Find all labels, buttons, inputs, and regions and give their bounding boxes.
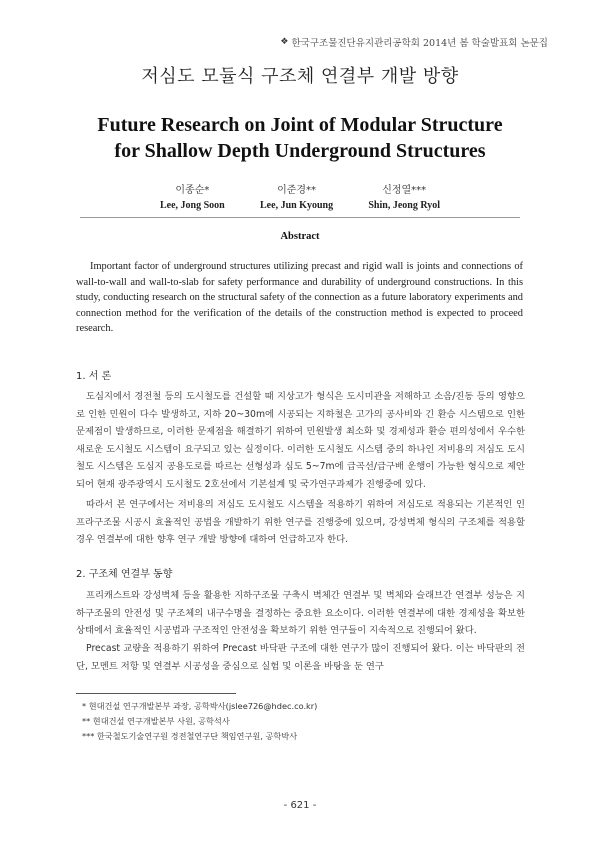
section-2-paragraph-1: 프리캐스트와 강성벽체 등을 활용한 지하구조물 구축시 벽체간 연결부 및 벽체와 슬래브간 연결부 성능은 지하구조물의 안전성 및 구조체의 내구수명을 결정하는 중요한 요소이다. 이러한 연결부에 대한 경제성을 확보한 상태에서 효율적인 시공법과 구조적인 안전성을 확보하기 위한 연구들이 지속적으로 진행되어 왔다. [76, 590, 525, 636]
footnote-3: *** 한국철도기술연구원 경전철연구단 책임연구원, 공학박사 [82, 731, 298, 741]
header-text: 한국구조물진단유지관리공학회 2014년 봄 학술발표회 논문집 [291, 38, 548, 49]
page-number: - 621 - [283, 800, 317, 811]
author-list [160, 181, 440, 211]
author-3-english-name: Shin, Jeong Ryol [368, 200, 440, 211]
author-1 [160, 181, 225, 211]
section-2-paragraph-2: Precast 교량을 적용하기 위하여 Precast 바닥판 구조에 대한 연구가 많이 진행되어 왔다. 이는 바닥판의 전단, 모멘트 저항 및 연결부 시공성을 중심으로 실험 및 이론을 바탕을 둔 연구 [76, 643, 525, 672]
author-3-korean-name: 신정열*** [382, 185, 427, 196]
title-divider [80, 217, 520, 218]
title-english [0, 112, 600, 164]
section-1-heading: 1. 서 론 [76, 371, 112, 382]
section-1-paragraph-2: 따라서 본 연구에서는 저비용의 저심도 도시철도 시스템을 적용하기 위하여 저심도로 적용되는 기본적인 인프라구조물 시공시 효율적인 공법을 개발하기 위한 연구를 진행중에 있으며, 강성벽체 형식의 구조체를 적용할 경우 연결부에 대한 향후 연구 개발 방향에 대하여 언급하고자 한다. [76, 499, 525, 545]
title-english-line-2: for Shallow Depth Underground Structures [114, 140, 486, 162]
footnote-2: ** 현대건설 연구개발본부 사원, 공학석사 [82, 716, 230, 726]
header-diamond-icon: ❖ [280, 37, 289, 47]
abstract-text: Important factor of underground structures utilizing precast and rigid wall is joints and connections of wall-to-wall and wall-to-slab for safety performance and durability of underground constructions. In this study, conducting research on the structural safety of the connection as a future laboratory experiments and connection method for the verification of the details of the construction method is expected to proceed research. [76, 261, 523, 334]
title-korean: 저심도 모듈식 구조체 연결부 개발 방향 [141, 66, 459, 87]
section-1-paragraph-1: 도심지에서 경전철 등의 도시철도를 건설할 때 지상고가 형식은 도시미관을 저해하고 소음/진동 등의 영향으로 인한 민원이 다수 발생하고, 지하 20~30m에 시공되는 지하철은 고가의 공사비와 긴 환승 시스템으로 인한 문제점이 발생하므로, 이러한 문제점을 해결하기 위하여 민원발생 최소화 및 경제성과 환승 편의성에서 우수한 새로운 도시철도 시스템이 요구되고 있는 실정이다. 이러한 도시철도 시스템 중의 하나인 저비용의 저심도 도시철도 시스템은 도심지 공용도로를 따르는 선형성과 심도 5~7m에 급곡선/급구배 운행이 가능한 형식으로 제안되어 현재 광주광역시 도시철도 2호선에서 기본설계 및 국가연구과제가 진행중에 있다. [76, 391, 525, 490]
title-english-line-1: Future Research on Joint of Modular Structure [97, 114, 503, 136]
author-3 [368, 181, 440, 211]
footnotes [82, 699, 317, 744]
author-2-korean-name: 이준경** [277, 185, 317, 196]
author-2 [260, 181, 333, 211]
footnote-1: * 현대건설 연구개발본부 과장, 공학박사(jslee726@hdec.co.kr) [82, 701, 318, 711]
section-2-heading: 2. 구조체 연결부 동향 [76, 569, 173, 580]
running-header [280, 35, 548, 49]
abstract-heading: Abstract [280, 231, 320, 242]
footnote-divider [76, 693, 236, 694]
author-1-english-name: Lee, Jong Soon [160, 200, 225, 211]
author-1-korean-name: 이종순* [175, 185, 210, 196]
author-2-english-name: Lee, Jun Kyoung [260, 200, 334, 211]
